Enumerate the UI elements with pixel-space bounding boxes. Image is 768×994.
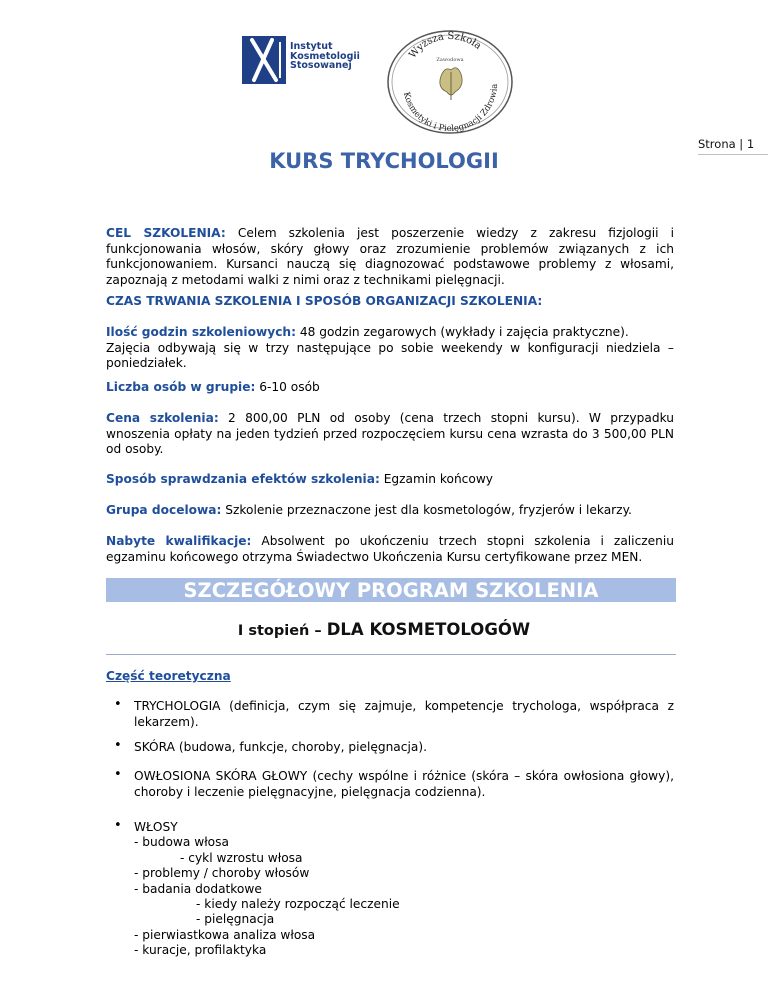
goal-text: Celem szkolenia jest poszerzenie wiedzy z zakresu fizjologii i funkcjonowania włosów, skóry głowy oraz zrozumienie problemów związanych z ich funkcjonowaniem. Kursanci nauczą się diagnozować podstawowe problemy z włosami, zapoznają z metodami walki z nimi oraz z technikami pielęgnacji. <box>106 226 675 287</box>
level-prefix: I stopień – <box>237 623 327 639</box>
target-group-paragraph <box>106 503 674 519</box>
price-text: 2 800,00 PLN od osoby (cena trzech stopni kursu). W przypadku wnoszenia opłaty na jeden tydzień przed rozpoczęciem kursu cena wzrasta do 3 500,00 PLN od osoby. <box>106 411 674 456</box>
duration-heading: CZAS TRWANIA SZKOLENIA I SPOSÓB ORGANIZACJI SZKOLENIA: <box>106 294 543 308</box>
hair-line: - pierwiastkowa analiza włosa <box>134 927 316 942</box>
seal-small-text: Zawodowa <box>436 57 464 63</box>
hours-paragraph <box>106 325 674 372</box>
hair-line: - kiedy należy rozpocząć leczenie <box>196 897 400 912</box>
hair-title: WŁOSY <box>134 820 178 834</box>
target-group-label: Grupa docelowa: <box>106 503 222 517</box>
hours-line1: 48 godzin zegarowych (wykłady i zajęcia praktyczne). <box>295 325 629 339</box>
hair-line: - problemy / choroby włosów <box>134 866 310 881</box>
hair-line: - pielęgnacja <box>196 912 275 927</box>
goal-label: CEL SZKOLENIA: <box>106 226 226 240</box>
course-title: KURS TRYCHOLOGII <box>269 149 499 173</box>
iks-logo-text <box>290 42 360 71</box>
seal-top-text: Wyższa Szkoła <box>407 30 484 61</box>
level-heading <box>0 620 768 639</box>
price-label: Cena szkolenia: <box>106 411 219 425</box>
hair-line: - budowa włosa <box>134 835 229 850</box>
seal-bottom-text: Kosmetyki i Pielęgnacji Zdrowia <box>400 83 501 135</box>
bullet-dot: • <box>114 738 122 753</box>
qualifications-text: Absolwent po ukończeniu trzech stopni szkolenia i zaliczeniu egzaminu końcowego otrzyma Świadectwo Ukończenia Kursu certyfikowane przez MEN. <box>106 534 675 564</box>
target-group-text: Szkolenie przeznaczone jest dla kosmetologów, fryzjerów i lekarzy. <box>221 503 632 517</box>
hours-label: Ilość godzin szkoleniowych: <box>106 325 296 339</box>
bullet-item-skin: SKÓRA (budowa, funkcje, choroby, pielęgnacja). <box>134 740 427 754</box>
iks-line-1: Instytut <box>290 41 333 52</box>
hours-line2: Zajęcia odbywają się w trzy następujące po sobie weekendy w konfiguracji niedziela – poniedziałek. <box>106 340 674 370</box>
hair-line: - cykl wzrostu włosa <box>180 850 303 865</box>
assessment-paragraph <box>106 472 674 488</box>
bullet-dot: • <box>114 767 122 782</box>
goal-paragraph <box>106 226 674 288</box>
theory-heading: Część teoretyczna <box>106 669 231 683</box>
group-size-paragraph <box>106 380 674 396</box>
school-seal-logo <box>385 28 515 136</box>
hair-line: - badania dodatkowe <box>134 881 262 896</box>
assessment-text: Egzamin końcowy <box>379 472 494 486</box>
group-size-label: Liczba osób w grupie: <box>106 380 256 394</box>
bullet-dot: • <box>114 818 122 833</box>
program-banner: SZCZEGÓŁOWY PROGRAM SZKOLENIA <box>106 578 676 602</box>
iks-line-2: Kosmetologii <box>290 50 360 62</box>
bullet-item-hair <box>134 820 674 959</box>
level-name: DLA KOSMETOLOGÓW <box>326 620 531 639</box>
section-divider <box>106 654 676 655</box>
bullet-item-trichology: TRYCHOLOGIA (definicja, czym się zajmuje, kompetencje trychologa, współpraca z lekarzem). <box>134 699 674 729</box>
assessment-label: Sposób sprawdzania efektów szkolenia: <box>106 472 380 486</box>
bullet-dot: • <box>114 697 122 712</box>
group-size-text: 6-10 osób <box>255 380 320 394</box>
bullet-item-scalp: OWŁOSIONA SKÓRA GŁOWY (cechy wspólne i różnice (skóra – skóra owłosiona głowy), choroby i leczenie pielęgnacyjne, pielęgnacja codzienna). <box>134 769 674 799</box>
iks-line-3: Stosowanej <box>290 60 352 72</box>
price-paragraph <box>106 411 674 458</box>
hair-line: - kuracje, profilaktyka <box>134 943 267 958</box>
page-number: Strona | 1 <box>698 137 768 155</box>
qualifications-label: Nabyte kwalifikacje: <box>106 534 252 548</box>
qualifications-paragraph <box>106 534 674 565</box>
